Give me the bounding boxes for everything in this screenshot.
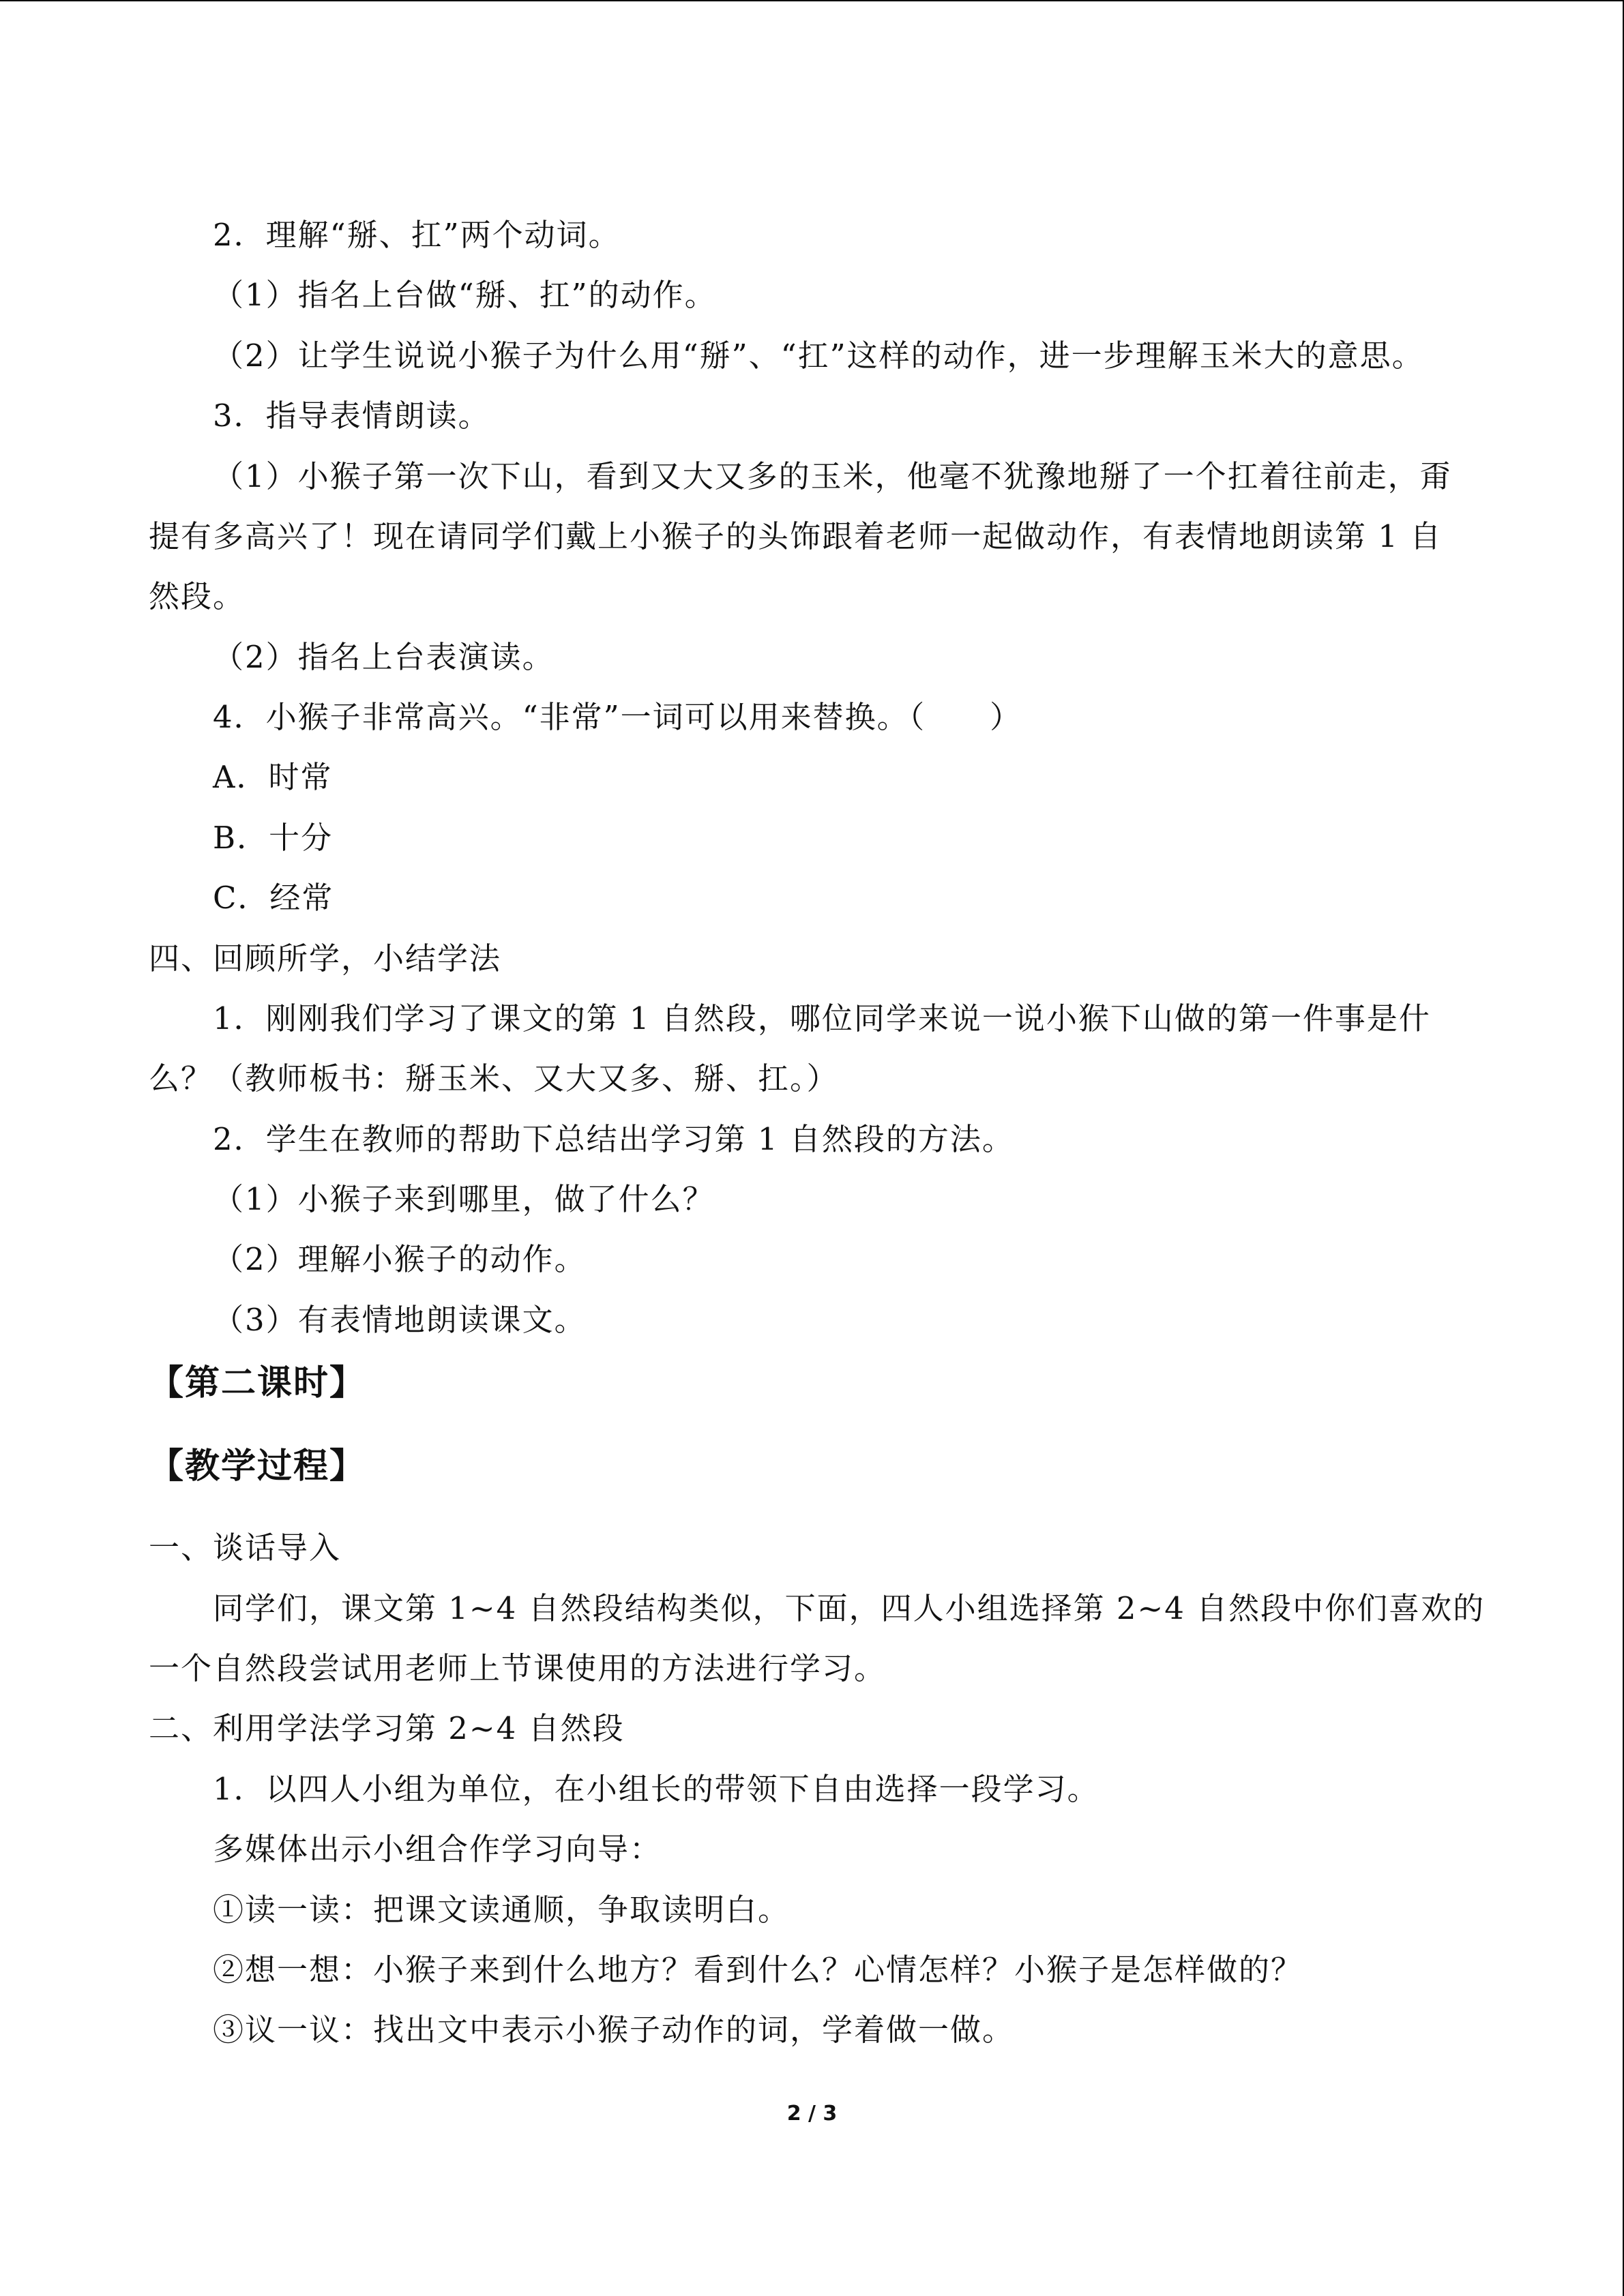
section-heading: 二、利用学法学习第 2~4 自然段 bbox=[149, 1710, 625, 1746]
paragraph-line: （1）小猴子第一次下山，看到又大又多的玉米，他毫不犹豫地掰了一个扛着往前走，甭 bbox=[213, 458, 1452, 494]
page-number: 2 / 3 bbox=[786, 2102, 838, 2126]
paragraph-line: 3．指导表情朗读。 bbox=[213, 398, 490, 434]
paragraph-line: 然段。 bbox=[149, 578, 246, 614]
section-heading: 四、回顾所学，小结学法 bbox=[149, 940, 502, 976]
section-heading: 一、谈话导入 bbox=[149, 1530, 342, 1566]
paragraph-line: ③议一议：找出文中表示小猴子动作的词，学着做一做。 bbox=[213, 2012, 1015, 2048]
question-line: 4．小猴子非常高兴。“非常”一词可以用来替换。（ ） bbox=[213, 699, 1022, 735]
option-a: A．时常 bbox=[213, 759, 333, 795]
paragraph-line: 2．学生在教师的帮助下总结出学习第 1 自然段的方法。 bbox=[213, 1121, 1014, 1157]
paragraph-line: 么？（教师板书：掰玉米、又大又多、掰、扛。） bbox=[149, 1060, 839, 1097]
option-c: C．经常 bbox=[213, 880, 334, 916]
paragraph-line: （2）让学生说说小猴子为什么用“掰”、“扛”这样的动作，进一步理解玉米大的意思。 bbox=[213, 338, 1424, 374]
paragraph-line: ①读一读：把课文读通顺，争取读明白。 bbox=[213, 1892, 791, 1928]
paragraph-line: （1）小猴子来到哪里，做了什么？ bbox=[213, 1181, 715, 1217]
lesson-heading: 【第二课时】 bbox=[149, 1363, 366, 1403]
paragraph-line: 一个自然段尝试用老师上节课使用的方法进行学习。 bbox=[149, 1650, 887, 1686]
paragraph-line: 1．刚刚我们学习了课文的第 1 自然段，哪位同学来说一说小猴下山做的第一件事是什 bbox=[213, 1000, 1431, 1037]
paragraph-line: 1．以四人小组为单位，在小组长的带领下自由选择一段学习。 bbox=[213, 1771, 1099, 1807]
option-b: B．十分 bbox=[213, 820, 334, 856]
paragraph-line: （2）理解小猴子的动作。 bbox=[213, 1241, 587, 1277]
paragraph-line: ②想一想：小猴子来到什么地方？看到什么？心情怎样？小猴子是怎样做的？ bbox=[213, 1952, 1303, 1988]
paragraph-line: 多媒体出示小组合作学习向导： bbox=[213, 1831, 662, 1867]
paragraph-line: （3）有表情地朗读课文。 bbox=[213, 1302, 587, 1338]
paragraph-line: （1）指名上台做“掰、扛”的动作。 bbox=[213, 277, 717, 313]
paragraph-line: 2．理解“掰、扛”两个动词。 bbox=[213, 217, 621, 253]
process-heading: 【教学过程】 bbox=[149, 1446, 366, 1487]
paragraph-line: 同学们，课文第 1~4 自然段结构类似，下面，四人小组选择第 2~4 自然段中你们喜欢的 bbox=[213, 1590, 1486, 1626]
paragraph-line: （2）指名上台表演读。 bbox=[213, 639, 555, 675]
paragraph-line: 提有多高兴了！现在请同学们戴上小猴子的头饰跟着老师一起做动作，有表情地朗读第 1 自 bbox=[149, 518, 1443, 554]
